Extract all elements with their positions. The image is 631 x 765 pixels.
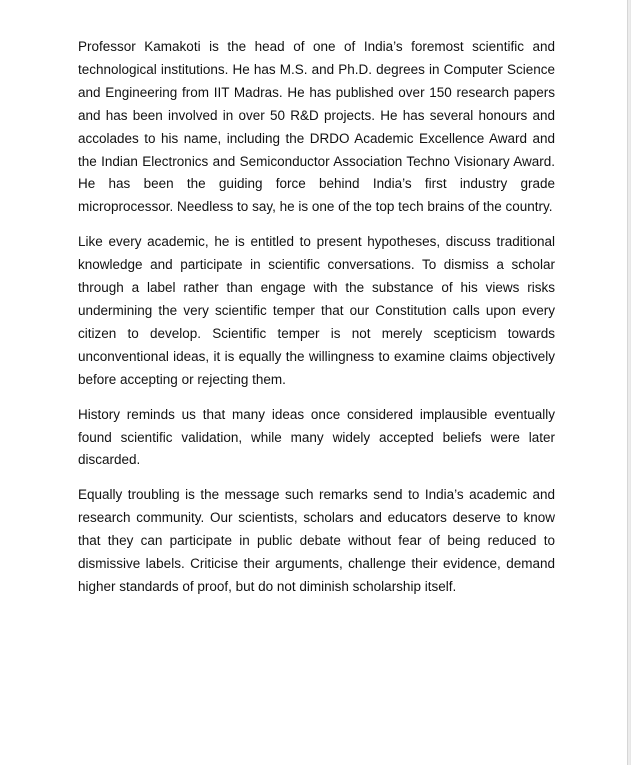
paragraph-4: Equally troubling is the message such remarks send to India’s academic and research community. Our scientists, scholars and educators deserve to know that they can participate in public debate without fear of being reduced to dismissive labels. Criticise their arguments, challenge their evidence, demand higher standards of proof, but do not diminish scholarship itself. bbox=[78, 487, 555, 594]
paragraph-1: Professor Kamakoti is the head of one of India’s foremost scientific and technological institutions. He has M.S. and Ph.D. degrees in Computer Science and Engineering from IIT Madras. He has published over 150 research papers and has been involved in over 50 R&D projects. He has several honours and accolades to his name, including the DRDO Academic Excellence Award and the Indian Electronics and Semiconductor Association Techno Visionary Award. He has been the guiding force behind India’s first industry grade microprocessor. Needless to say, he is one of the top tech brains of the country. bbox=[78, 39, 555, 215]
document-body bbox=[78, 36, 555, 611]
paragraph-3: History reminds us that many ideas once considered implausible eventually found scientific validation, while many widely accepted beliefs were later discarded. bbox=[78, 406, 555, 468]
paragraph-2: Like every academic, he is entitled to present hypotheses, discuss traditional knowledge and participate in scientific conversations. To dismiss a scholar through a label rather than engage with the substance of his views risks undermining the very scientific temper that our Constitution calls upon every citizen to develop. Scientific temper is not merely scepticism towards unconventional ideas, it is equally the willingness to examine claims objectively before accepting or rejecting them. bbox=[78, 234, 555, 387]
